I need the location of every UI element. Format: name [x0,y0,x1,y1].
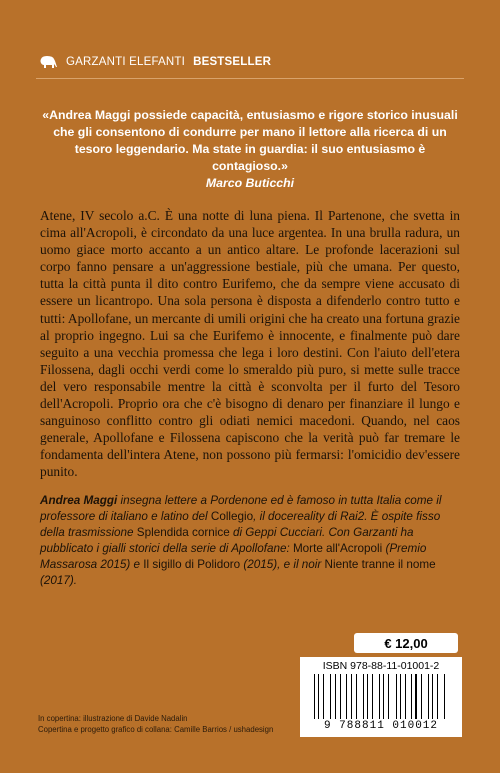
barcode-bar [351,674,352,719]
series-name: GARZANTI ELEFANTI [66,56,186,68]
credit-design: Copertina e progetto grafico di collana: Camille Barrios / ushadesign [38,725,274,734]
elephant-icon [38,55,58,69]
bio-text-3: di Geppi Cucciari. Con Garzanti ha pubblicato i gialli storici della serie di Apollofane: [40,526,414,555]
quote-text: «Andrea Maggi possiede capacità, entusiasmo e rigore storico inusuali che gli consentono di condurre per mano il lettore alla ricerca di un tesoro leggendario. Ma state in guardia: il suo entusiasmo è contagioso.» [42,108,458,173]
bio-text-4: (Premio Massarosa 2015) e [40,542,427,571]
barcode-bar [415,674,416,719]
bio-text-5: (2015), e il noir [240,558,325,571]
barcode-bar [318,674,319,719]
barcode-bar [424,674,425,719]
isbn-text: ISBN 978-88-11-01001-2 [322,660,440,672]
bio-text-1: insegna lettere a Pordenone ed è famoso in tutta Italia come il professore di italiano e latino del [40,494,442,523]
header-divider [36,78,464,79]
barcode-bar [380,674,381,719]
barcode-bar [437,674,438,719]
barcode-bar [411,674,412,719]
barcode-bar [400,674,401,719]
barcode-bar [346,674,347,719]
bio-title-morte-acropoli: Morte all'Acropoli [292,542,383,555]
bio-title-collegio: Collegio [210,510,254,523]
barcode-bar [359,674,360,719]
barcode [300,657,462,737]
bio-text-6: (2017). [40,574,78,587]
series-header [38,55,271,69]
bio-text-2: , il docereality di Rai2. È ospite fisso della trasmissione [40,510,441,539]
bio-title-splendida-cornice: Splendida cornice [136,526,230,539]
cover-credits [38,713,273,735]
price-label: € 12,00 [354,633,458,653]
barcode-bar [370,674,371,719]
bio-title-sigillo-polidoro: Il sigillo di Polidoro [143,558,241,571]
barcode-bar [372,674,373,719]
author-bio [40,493,460,589]
barcode-bars [314,674,448,719]
barcode-bar [445,674,446,719]
barcode-bar [388,674,389,719]
barcode-number: 9 788811 010012 [323,720,439,732]
barcode-bar [326,674,327,719]
barcode-bar [332,674,333,719]
credit-illustration: In copertina: illustrazione di Davide Nadalin [38,714,188,723]
series-label-bestseller: BESTSELLER [193,56,272,68]
synopsis-text: Atene, IV secolo a.C. È una notte di luna piena. Il Partenone, che svetta in cima all'Acropoli, è circondato da una luce argentea. In una brulla radura, un uomo giace morto accanto a un antico altare. Le profonde lacerazioni sul corpo fanno pensare a un'aggressione bestiale, più che umana. Per questo, tutta la città punta il dito contro Eurifemo, che da sempre viene accusato di essere un licantropo. Una sola persona è disposta a difenderlo contro tutto e tutti: Apollofane, un mercante di umili origini che ha creato una fortuna grazie al proprio ingegno. Lui sa che Eurifemo è innocente, e finalmente può dare seguito a una vecchia promessa che lega i loro destini. Con l'aiuto dell'etera Filossena, dagli occhi verdi come lo smeraldo più puro, si mette sulle tracce del vero responsabile mentre la città è sconvolta per il furto del Tesoro dell'Acropoli. Proprio ora che c'è bisogno di denaro per finanziare il lungo e sanguinoso conflitto contro gli odiati nemici macedoni. Quando, nel caos generale, Apollofane e Filossena capiscono che la verità può far tremare le fondamenta dell'intera Atene, non possono più fermarsi: l'omicidio dev'essere punito. [40,208,460,480]
barcode-bar [335,674,336,719]
barcode-bar [391,674,392,719]
barcode-bar [429,674,430,719]
quote-author: Marco Buticchi [205,176,295,190]
blurb-quote [40,107,460,192]
bio-title-niente-tranne-nome: Niente tranne il nome [324,558,436,571]
bio-author-name: Andrea Maggi [40,494,118,507]
